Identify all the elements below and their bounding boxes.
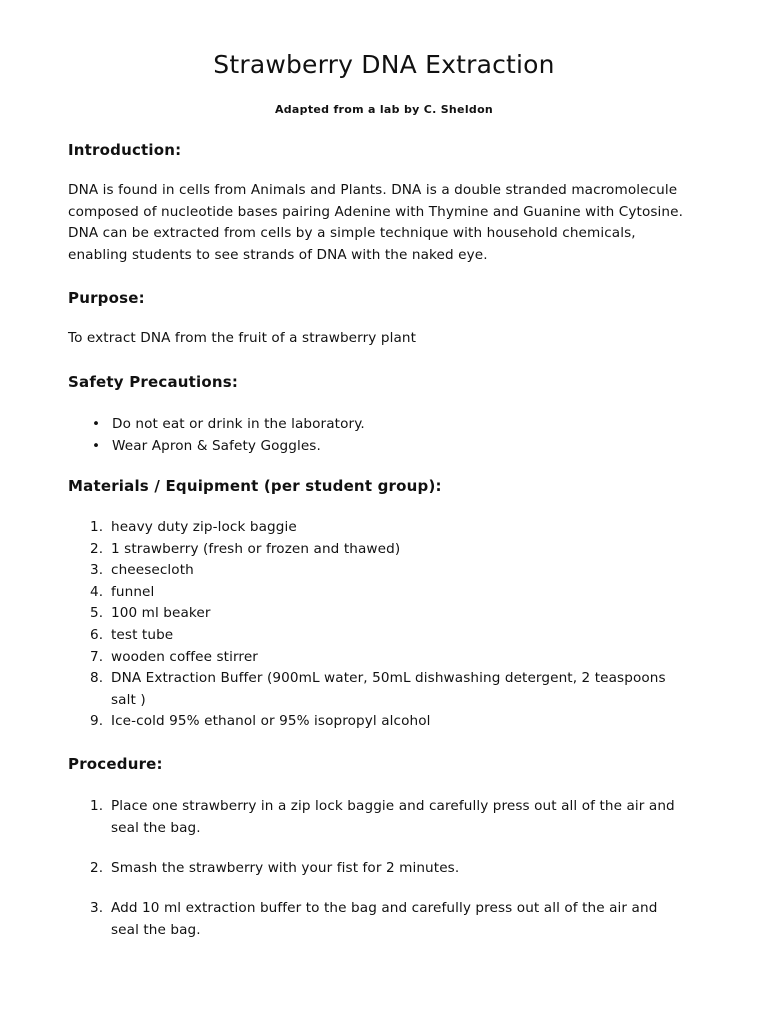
introduction-line: DNA can be extracted from cells by a simple technique with household chemicals, [68, 225, 636, 242]
list-item-text: Ice-cold 95% ethanol or 95% isopropyl alcohol [111, 713, 431, 730]
list-item-continuation: seal the bag. [111, 922, 201, 938]
purpose-text [68, 328, 708, 350]
purpose-line: To extract DNA from the fruit of a strawberry plant [68, 330, 417, 346]
list-item [90, 560, 666, 582]
list-number: 5. [90, 605, 104, 622]
materials-heading: Materials / Equipment (per student group): [68, 477, 442, 495]
list-item-continuation: salt ) [111, 691, 146, 708]
list-number: 2. [90, 860, 104, 876]
list-item-text: Place one strawberry in a zip lock baggie and carefully press out all of the air and [111, 798, 675, 814]
list-item-text: Do not eat or drink in the laboratory. [112, 416, 365, 432]
safety-heading: Safety Precautions: [68, 373, 239, 391]
list-item [90, 582, 666, 604]
list-item [90, 413, 365, 435]
list-number: 3. [90, 900, 104, 916]
list-item [90, 603, 666, 625]
introduction-heading: Introduction: [68, 141, 182, 159]
materials-list [90, 517, 666, 733]
list-item-text: DNA Extraction Buffer (900mL water, 50mL dishwashing detergent, 2 teaspoons [111, 670, 666, 687]
list-number: 3. [90, 562, 104, 579]
list-number: 7. [90, 648, 104, 665]
list-item-text: cheesecloth [111, 562, 194, 579]
list-item [90, 517, 666, 539]
introduction-line: enabling students to see strands of DNA with the naked eye. [68, 247, 488, 264]
list-item [90, 539, 666, 561]
list-item [90, 897, 675, 941]
introduction-line: composed of nucleotide bases pairing Adenine with Thymine and Guanine with Cytosine. [68, 203, 684, 220]
procedure-heading: Procedure: [68, 755, 163, 773]
list-item [90, 625, 666, 647]
list-item [90, 857, 675, 879]
purpose-heading: Purpose: [68, 289, 145, 307]
list-item-text: funnel [111, 583, 155, 600]
list-item [90, 711, 666, 733]
introduction-line: DNA is found in cells from Animals and Plants. DNA is a double stranded macromolecule [68, 182, 678, 198]
list-item-text: 100 ml beaker [111, 605, 211, 622]
list-number: 4. [90, 583, 104, 600]
list-number: 2. [90, 540, 104, 557]
list-item-text: Add 10 ml extraction buffer to the bag and carefully press out all of the air and [111, 900, 658, 916]
safety-list [90, 413, 365, 457]
list-item [90, 435, 365, 457]
list-item-text: test tube [111, 626, 174, 643]
list-item-continuation: seal the bag. [111, 820, 201, 836]
bullet-marker: • [91, 438, 101, 454]
list-number: 1. [90, 798, 104, 814]
list-item [90, 795, 675, 839]
list-item-text: Smash the strawberry with your fist for 2 minutes. [111, 860, 460, 876]
list-item-text: wooden coffee stirrer [111, 648, 258, 665]
list-number: 8. [90, 670, 104, 687]
list-item [90, 668, 666, 711]
list-item [90, 647, 666, 669]
page-title: Strawberry DNA Extraction [213, 50, 555, 79]
page-subtitle: Adapted from a lab by C. Sheldon [274, 103, 494, 116]
bullet-marker: • [91, 416, 101, 432]
introduction-paragraph [68, 180, 708, 267]
list-item-text: Wear Apron & Safety Goggles. [112, 438, 321, 454]
list-number: 1. [90, 519, 104, 535]
procedure-list [90, 795, 675, 941]
list-item-text: heavy duty zip-lock baggie [111, 519, 297, 535]
list-number: 9. [90, 713, 104, 730]
list-number: 6. [90, 626, 104, 643]
list-item-text: 1 strawberry (fresh or frozen and thawed) [111, 540, 401, 557]
